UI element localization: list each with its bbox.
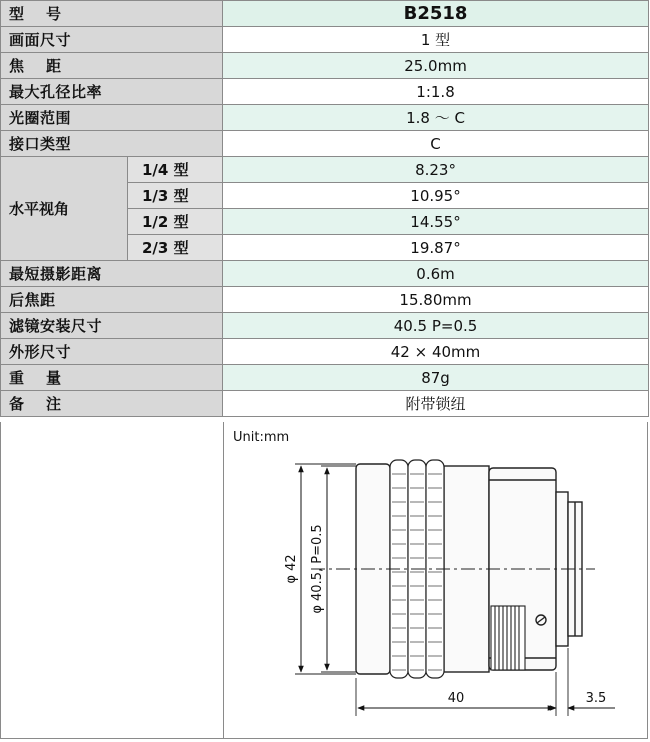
spec-row-dimensions [1,339,649,365]
spec-label-aperture-ratio: 最大孔径比率 [1,79,223,105]
spec-label-dimensions: 外形尺寸 [1,339,223,365]
spec-label-iris-range: 光圈范围 [1,105,223,131]
hfov-size: 1/2 型 [128,209,223,235]
dim-length: 40 [447,691,465,706]
spec-value-model: B2518 [223,1,649,27]
notes-label-text: 备注 [9,395,84,413]
spec-value-focal: 25.0mm [223,53,649,79]
spec-label-back-focus: 后焦距 [1,287,223,313]
dim-outer-diameter: φ 42 [284,554,299,584]
spec-value-notes: 附带锁纽 [223,391,649,417]
hfov-value: 8.23° [223,157,649,183]
spec-value-back-focus: 15.80mm [223,287,649,313]
spec-value-weight: 87g [223,365,649,391]
spec-label-format: 画面尺寸 [1,27,223,53]
hfov-size: 1/4 型 [128,157,223,183]
spec-label-weight [1,365,223,391]
dim-mount-depth: 3.5 [585,691,607,706]
spec-row-hfov-1 [1,157,649,183]
hfov-value: 19.87° [223,235,649,261]
spec-label-notes [1,391,223,417]
focal-label-text: 焦距 [9,57,84,75]
spec-label-mod: 最短摄影距离 [1,261,223,287]
model-label-text: 型号 [9,5,84,23]
weight-label-text: 重量 [9,369,84,387]
hfov-value: 14.55° [223,209,649,235]
lens-drawing [223,422,647,738]
unit-label: Unit:mm [233,430,290,445]
hfov-size: 2/3 型 [128,235,223,261]
spec-row-format [1,27,649,53]
spec-row-mod [1,261,649,287]
hfov-size: 1/3 型 [128,183,223,209]
spec-value-filter: 40.5 P=0.5 [223,313,649,339]
spec-row-back-focus [1,287,649,313]
spec-row-aperture-ratio [1,79,649,105]
spec-value-format: 1 型 [223,27,649,53]
spec-value-aperture-ratio: 1:1.8 [223,79,649,105]
spec-value-mod: 0.6m [223,261,649,287]
spec-row-weight [1,365,649,391]
spec-row-focal [1,53,649,79]
drawing-section [0,422,648,740]
drawing-cell [223,422,648,739]
dim-filter-thread: φ 40.5, P=0.5 [310,524,325,614]
spec-value-mount: C [223,131,649,157]
spec-label-hfov: 水平视角 [1,157,128,261]
blank-cell [0,422,224,739]
spec-row-filter [1,313,649,339]
spec-label-mount: 接口类型 [1,131,223,157]
lock-knob [491,606,525,670]
spec-row-notes [1,391,649,417]
spec-row-iris-range [1,105,649,131]
spec-label-focal [1,53,223,79]
spec-label-model [1,1,223,27]
spec-row-model [1,1,649,27]
spec-value-dimensions: 42 × 40mm [223,339,649,365]
spec-row-mount [1,131,649,157]
spec-label-filter: 滤镜安装尺寸 [1,313,223,339]
spec-value-iris-range: 1.8 ～ C [223,105,649,131]
hfov-value: 10.95° [223,183,649,209]
